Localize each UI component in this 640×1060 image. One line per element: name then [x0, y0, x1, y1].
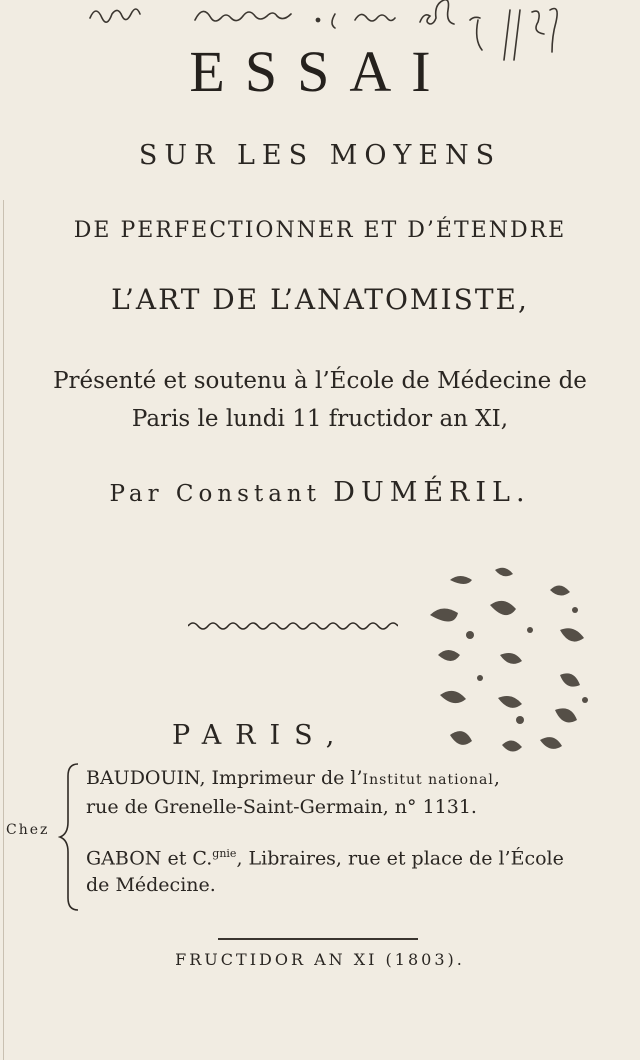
printer-name: BAUDOUIN — [86, 767, 200, 789]
bookseller-name: GABON — [86, 847, 162, 870]
printer-address: rue de Grenelle-Saint-Germain, n° 1131. — [86, 796, 477, 818]
publication-date: FRUCTIDOR AN XI (1803). — [175, 950, 465, 969]
handwriting-text: Albert Cammallius . Cannes . ·Collège 1818 — [80, 66, 103, 67]
printer-role: , Imprimeur de l’ — [199, 767, 363, 789]
place-paris: PARIS, — [172, 720, 349, 751]
presentation-block — [0, 362, 640, 438]
title-line-art: L’ART DE L’ANATOMISTE, — [111, 283, 529, 316]
bookseller-entry — [86, 840, 626, 899]
bookseller-role: , Libraires, rue et place de l’École — [236, 847, 564, 870]
curly-brace — [58, 762, 80, 912]
printer-line-1: BAUDOUIN, Imprimeur de l’Institut national, — [86, 767, 500, 789]
horizontal-rule — [218, 938, 418, 940]
title-line-sur: SUR LES MOYENS — [138, 140, 502, 171]
author-line — [0, 477, 640, 508]
printer-institution: Institut national — [362, 772, 494, 788]
margin-shadow — [3, 200, 4, 1060]
presentation-line-1: Présenté et soutenu à l’École de Médecine de — [53, 368, 587, 394]
author-surname: DUMÉRIL. — [333, 477, 531, 508]
bookseller-co: et C. — [161, 847, 213, 870]
printer-entry — [86, 765, 626, 821]
bookseller-line-1 — [86, 840, 626, 872]
presentation-line-2: Paris le lundi 11 fructidor an XI, — [131, 406, 509, 432]
author-par-constant: Par Constant — [109, 481, 321, 507]
library-stamp-ornament — [410, 560, 610, 775]
title-essai: ESSAI — [189, 39, 451, 104]
bookseller-line-2: de Médecine. — [86, 874, 216, 897]
wavy-ornament — [188, 620, 398, 632]
chez-label: Chez — [6, 822, 50, 838]
title-line-de: DE PERFECTIONNER ET D’ÉTENDRE — [73, 218, 567, 243]
bookseller-sup: gnie — [212, 847, 237, 860]
